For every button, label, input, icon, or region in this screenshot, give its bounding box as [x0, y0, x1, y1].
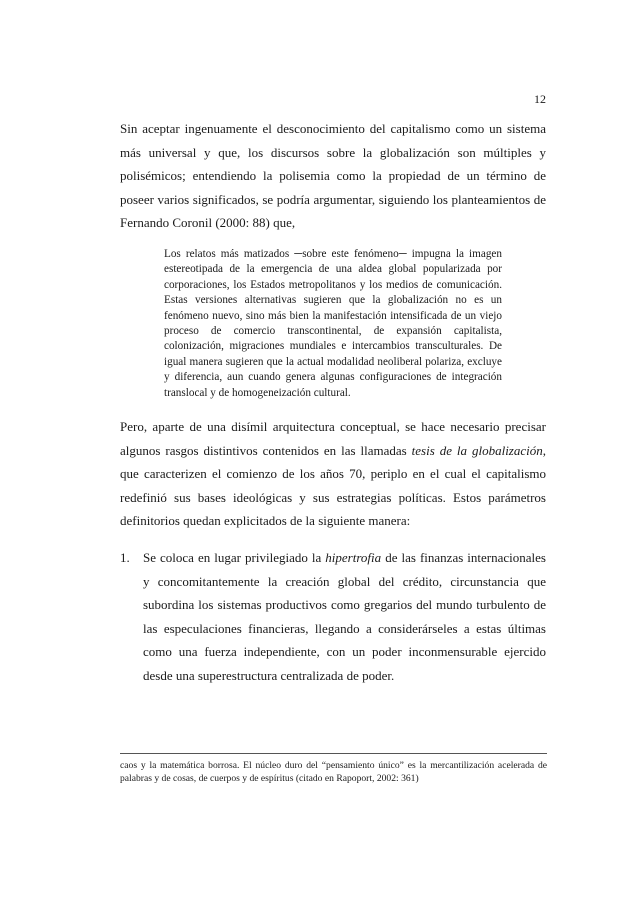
- list-item-italic: hipertrofia: [325, 550, 382, 565]
- block-quote: Los relatos más matizados ─sobre este fenómeno─ impugna la imagen estereotipada de la emergencia de una aldea global popularizada por corporaciones, los Estados metropolitanos y los medios de comunicación. Estas versiones alternativas sugieren que la globalización no es un fenómeno nuevo, sino más bien la manifestación intensificada de un viejo proceso de comercio transcontinental, de expansión capitalista, colonización, migraciones mundiales e intercambios transculturales. De igual manera sugieren que la actual modalidad neoliberal polariza, excluye y diferencia, aun cuando genera algunas configuraciones de integración translocal y de homogeneización cultural.: [164, 248, 502, 399]
- page-number: 12: [534, 92, 546, 106]
- paragraph-2-text-end: , que caracterizen el comienzo de los años 70, periplo en el cual el capitalismo redefinió sus bases ideológicas y sus estrategias políticas. Estos parámetros definitorios quedan explicitados de la siguiente manera:: [120, 442, 546, 528]
- paragraph-2-italic: tesis de la globalización: [411, 442, 543, 458]
- list-item: [120, 546, 546, 687]
- list-item-text-end: de las finanzas internacionales y concomitantemente la creación global del crédito, circunstancia que subordina los sistemas productivos como gregarios del mundo turbulento de las especulaciones financieras, llegando a considerárseles a estas últimas como una fuerza independiente, con un poder inconmensurable ejercido desde una superestructura centralizada de poder.: [143, 550, 546, 683]
- list-item-text: Se coloca en lugar privilegiado la: [143, 550, 326, 565]
- paragraph-1: Sin aceptar ingenuamente el desconocimiento del capitalismo como un sistema más universal y que, los discursos sobre la globalización son múltiples y polisémicos; entendiendo la polisemia como la propiedad de un término de poseer varios significados, se podría argumentar, siguiendo los planteamientos de Fernando Coronil (2000: 88) que,: [120, 121, 546, 230]
- paragraph-2-text: Pero, aparte de una disímil arquitectura conceptual, se hace necesario precisar algunos rasgos distintivos contenidos en las llamadas: [120, 419, 546, 458]
- paragraph-2: [120, 415, 546, 533]
- numbered-list: [120, 546, 546, 687]
- list-item-marker: 1.: [120, 550, 130, 565]
- footnote-separator: [120, 753, 547, 754]
- footnote: caos y la matemática borrosa. El núcleo duro del “pensamiento único” es la mercantilización acelerada de palabras y de cosas, de cuerpos y de espíritus (citado en Rapoport, 2002: 361): [120, 760, 547, 784]
